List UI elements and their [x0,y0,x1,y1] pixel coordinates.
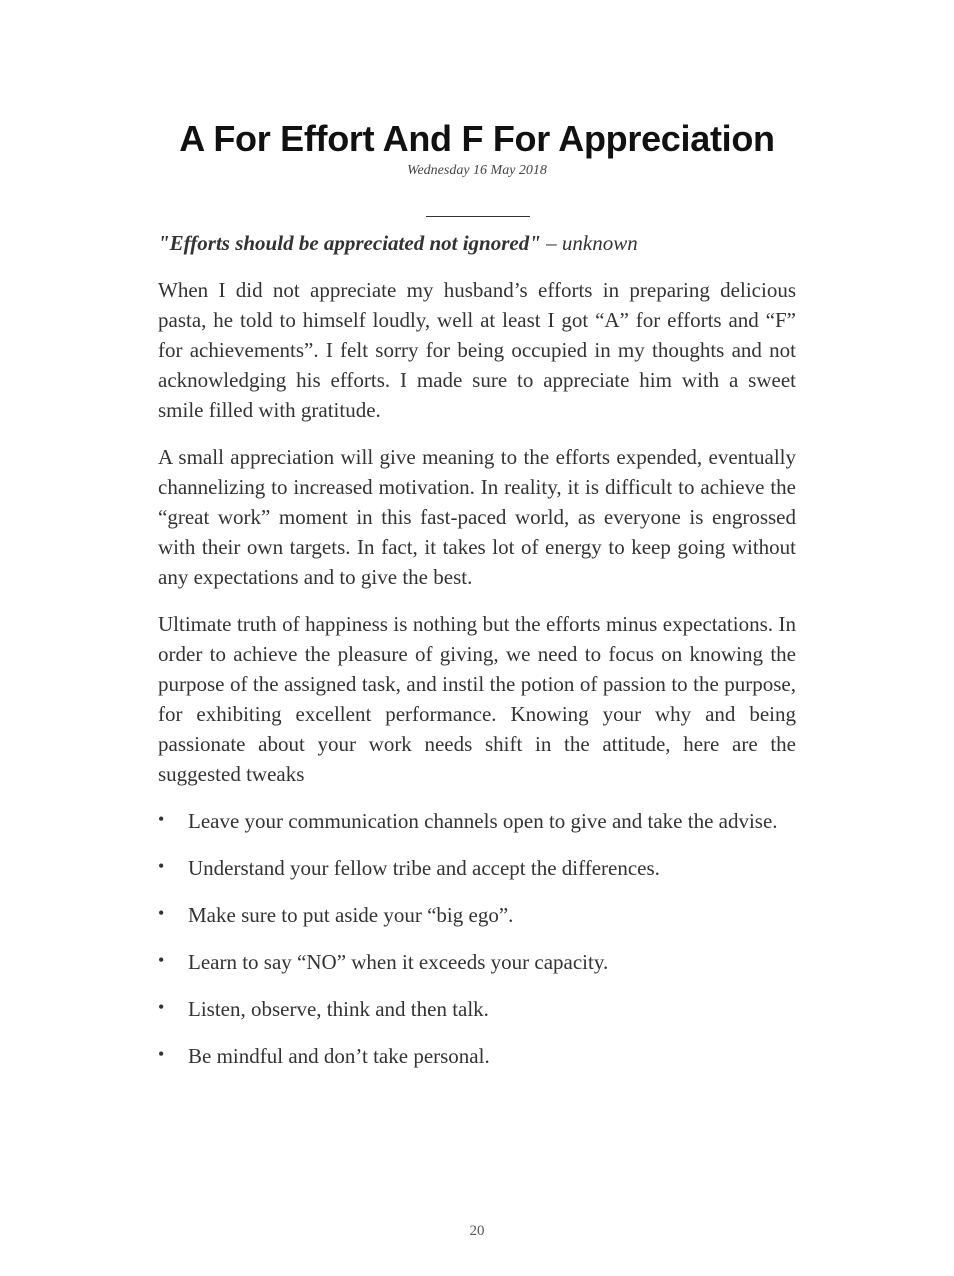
quote-attribution: – unknown [540,231,638,255]
tips-list [158,806,796,1071]
bullet-icon: • [158,809,165,829]
paragraph: Ultimate truth of happiness is nothing but the efforts minus expectations. In order to achieve the pleasure of giving, we need to focus on knowing the purpose of the assigned task, and instil the potion of passion to the purpose, for exhibiting excellent performance. Knowing your why and being passionate about your work needs shift in the attitude, here are the suggested tweaks [158,612,796,786]
list-item [158,853,796,883]
bullet-icon: • [158,997,165,1017]
bullet-icon: • [158,1044,165,1064]
bullet-icon: • [158,856,165,876]
paragraph: A small appreciation will give meaning to the efforts expended, eventually channelizing to increased motivation. In reality, it is difficult to achieve the “great work” moment in this fast-paced world, as everyone is engrossed with their own targets. In fact, it takes lot of energy to keep going without any expectations and to give the best. [158,445,796,589]
list-item-text: Make sure to put aside your “big ego”. [188,903,514,927]
bullet-icon: • [158,950,165,970]
list-item-text: Be mindful and don’t take personal. [188,1044,490,1068]
bullet-icon: • [158,903,165,923]
list-item [158,994,796,1024]
article-body [158,228,796,1088]
list-item [158,806,796,836]
list-item-text: Listen, observe, think and then talk. [188,997,489,1021]
divider [426,216,530,217]
page-number: 20 [469,1223,485,1239]
epigraph [158,228,796,258]
quote-text: "Efforts should be appreciated not ignored" [158,231,541,255]
list-item-text: Learn to say “NO” when it exceeds your capacity. [188,950,609,974]
list-item-text: Leave your communication channels open to give and take the advise. [188,809,778,833]
list-item-text: Understand your fellow tribe and accept the differences. [188,856,660,880]
list-item [158,900,796,930]
list-item [158,947,796,977]
publish-date: Wednesday 16 May 2018 [407,163,547,178]
paragraph: When I did not appreciate my husband’s efforts in preparing delicious pasta, he told to himself loudly, well at least I got “A” for efforts and “F” for achievements”. I felt sorry for being occupied in my thoughts and not acknowledging his efforts. I made sure to appreciate him with a sweet smile filled with gratitude. [158,278,796,422]
page-title: A For Effort And F For Appreciation [179,118,775,159]
list-item [158,1041,796,1071]
